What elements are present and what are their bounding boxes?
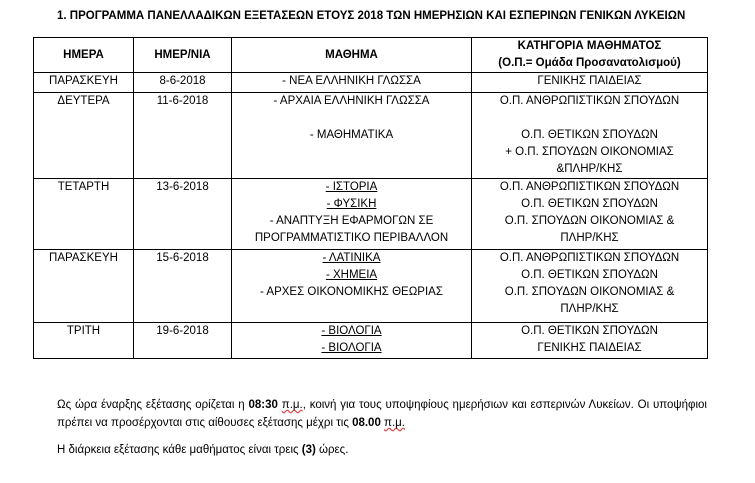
subject: - ΑΡΧΑΙΑ ΕΛΛΗΝΙΚΗ ΓΛΩΣΣΑ [273,95,430,107]
category: ΠΛΗΡ/ΚΗΣ [560,303,619,315]
cell-subjects [232,179,472,250]
category: Ο.Π. ΘΕΤΙΚΩΝ ΣΠΟΥΔΩΝ [521,325,658,337]
cell-date: 19-6-2018 [134,323,232,359]
table-header-row [34,38,708,73]
cell-day: ΤΕΤΑΡΤΗ [34,179,134,250]
category: Ο.Π. ΘΕΤΙΚΩΝ ΣΠΟΥΔΩΝ [521,269,658,281]
cell-categories [472,179,708,250]
cell-subjects [232,323,472,359]
cell-categories [472,93,708,179]
subject: - ΑΝΑΠΤΥΞΗ ΕΦΑΡΜΟΓΩΝ ΣΕ [269,215,434,227]
arrival-time: 08.00 [352,417,381,429]
note-text: , κοινή για τους υποψηφίους ημερήσιων και εσπερινών Λυκείων. Οι υποψήφιοι πρέπει να προσέρχονται στις αίθουσες εξέτασης μέχρι τις [57,399,707,429]
cell-day: ΠΑΡΑΣΚΕΥΗ [34,73,134,93]
table-row [34,323,708,359]
table-row [34,250,708,323]
header-date: ΗΜΕΡ/ΝΙΑ [134,38,232,73]
category: ΓΕΝΙΚΗΣ ΠΑΙΔΕΙΑΣ [537,342,642,354]
category: Ο.Π. ΘΕΤΙΚΩΝ ΣΠΟΥΔΩΝ [521,198,658,210]
subject: - ΑΡΧΕΣ ΟΙΚΟΝΟΜΙΚΗΣ ΘΕΩΡΙΑΣ [260,286,443,298]
note-duration [57,441,707,459]
header-subject: ΜΑΘΗΜΑ [232,38,472,73]
cell-subjects [232,250,472,323]
cell-date: 8-6-2018 [134,73,232,93]
category: + Ο.Π. ΣΠΟΥΔΩΝ ΟΙΚΟΝΟΜΙΑΣ [505,146,674,158]
duration-hours: (3) [301,444,316,456]
category: Ο.Π. ΘΕΤΙΚΩΝ ΣΠΟΥΔΩΝ [521,129,658,141]
cell-date: 13-6-2018 [134,179,232,250]
table-row [34,73,708,93]
header-category-line1: ΚΑΤΗΓΟΡΙΑ ΜΑΘΗΜΑΤΟΣ [517,40,662,52]
subject: - ΒΙΟΛΟΓΙΑ [321,342,382,354]
note-start-time [57,396,707,432]
cell-date: 15-6-2018 [134,250,232,323]
cell-date: 11-6-2018 [134,93,232,179]
cell-day: ΤΡΙΤΗ [34,323,134,359]
note-text: ώρες. [315,444,349,456]
category: Ο.Π. ΑΝΘΡΩΠΙΣΤΙΚΩΝ ΣΠΟΥΔΩΝ [499,95,680,107]
cell-categories [472,323,708,359]
subject: - ΦΥΣΙΚΗ [326,198,377,210]
category: Ο.Π. ΑΝΘΡΩΠΙΣΤΙΚΩΝ ΣΠΟΥΔΩΝ [499,252,680,264]
table-row [34,93,708,179]
start-time: 08:30 [248,399,278,411]
category: Ο.Π. ΣΠΟΥΔΩΝ ΟΙΚΟΝΟΜΙΑΣ & [504,215,675,227]
cell-categories [472,73,708,93]
subject: ΠΡΟΓΡΑΜΜΑΤΙΣΤΙΚΟ ΠΕΡΙΒΑΛΛΟΝ [254,232,449,244]
category: Ο.Π. ΣΠΟΥΔΩΝ ΟΙΚΟΝΟΜΙΑΣ & [504,286,675,298]
subject: - ΧΗΜΕΙΑ [325,269,378,281]
cell-day: ΔΕΥΤΕΡΑ [34,93,134,179]
subject: - ΙΣΤΟΡΙΑ [325,181,378,193]
exam-schedule-table [33,37,708,359]
category: ΠΛΗΡ/ΚΗΣ [560,232,619,244]
notes [57,396,707,459]
am-abbrev: π.μ. [384,417,405,429]
subject: - ΜΑΘΗΜΑΤΙΚΑ [309,129,394,141]
header-day: ΗΜΕΡΑ [34,38,134,73]
note-text: Ως ώρα έναρξης εξέτασης ορίζεται η [57,399,249,411]
cell-subjects [232,93,472,179]
note-text: Η διάρκεια εξέτασης κάθε μαθήματος είναι τρεις [57,444,302,456]
cell-day: ΠΑΡΑΣΚΕΥΗ [34,250,134,323]
category: ΓΕΝΙΚΗΣ ΠΑΙΔΕΙΑΣ [537,75,642,87]
am-abbrev: π.μ. [281,399,303,411]
subject: - ΒΙΟΛΟΓΙΑ [321,325,382,337]
subject: - ΛΑΤΙΝΙΚΑ [322,252,381,264]
cell-categories [472,250,708,323]
cell-subjects [232,73,472,93]
header-category [472,38,708,73]
page-title: 1. ΠΡΟΓΡΑΜΜΑ ΠΑΝΕΛΛΑΔΙΚΩΝ ΕΞΕΤΑΣΕΩΝ ΕΤΟΥΣ 2018 ΤΩΝ ΗΜΕΡΗΣΙΩΝ ΚΑΙ ΕΣΠΕΡΙΝΩΝ ΓΕΝΙΚΩΝ ΛΥΚΕΙΩΝ [57,10,686,22]
category: Ο.Π. ΑΝΘΡΩΠΙΣΤΙΚΩΝ ΣΠΟΥΔΩΝ [499,181,680,193]
header-category-line2: (Ο.Π.= Ομάδα Προσανατολισμού) [498,57,681,69]
subject: - ΝΕΑ ΕΛΛΗΝΙΚΗ ΓΛΩΣΣΑ [282,75,421,87]
table-row [34,179,708,250]
category: &ΠΛΗΡ/ΚΗΣ [556,163,623,175]
